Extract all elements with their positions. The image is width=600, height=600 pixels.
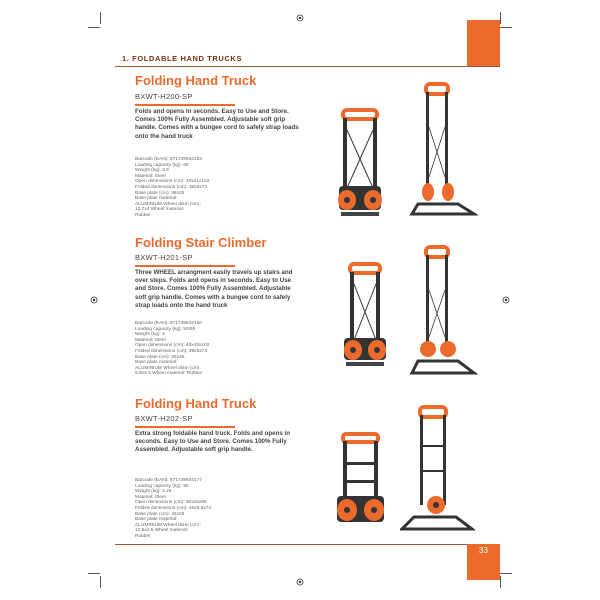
product-specs (135, 321, 285, 377)
spec-line: ALUMINIUM Wheel diam (cm): (135, 522, 201, 528)
spec-line: Base plate (cm): 38x26 (135, 190, 185, 196)
folded-hand-truck-image (335, 108, 385, 223)
registration-mark-icon (90, 296, 98, 304)
registration-mark-icon (296, 578, 304, 586)
spec-line: Base plate material: (135, 196, 178, 202)
folded-hand-truck-image (333, 432, 388, 527)
open-hand-truck-image (400, 405, 475, 535)
spec-line: Weight (kg): 4.25 (135, 489, 172, 495)
product-description: Extra strong foldable hand truck. Folds and opens in seconds. Easy to Use and Store. Comes 100% Fully Assembled. Adjustable soft grip handle. (135, 430, 291, 454)
spec-line: Base plate (cm): 46x26 (135, 511, 185, 517)
spec-line: Base plate (cm): 39x26 (135, 354, 185, 360)
product-title-rule (135, 426, 235, 428)
product-title: Folding Stair Climber (135, 235, 267, 250)
product-specs (135, 157, 285, 219)
spec-line: Weight (kg): 4 (135, 332, 165, 338)
spec-line: Loading capacity (kg): 90 (135, 483, 189, 489)
crop-mark (100, 12, 101, 24)
product-sku: BXWT-H200-SP (135, 92, 193, 101)
spec-line: Folded dimensions (cm): 38x6x73 (135, 184, 207, 190)
product-description: Folds and opens in seconds. Easy to Use and Store. Comes 100% Fully Assembled. Adjustable soft grip handle. Comes with a bungee cord to safely strap loads onto the hand truck (135, 108, 299, 140)
crop-mark (88, 27, 100, 28)
spec-line: Material: Steel (135, 494, 166, 500)
spec-line: Rubber (135, 212, 151, 218)
open-hand-truck-image (408, 82, 478, 222)
crop-mark (500, 573, 512, 574)
spec-line: 12.6x4.5 Wheel material: (135, 528, 189, 534)
crop-mark (100, 576, 101, 588)
spec-line: Rubber (135, 533, 151, 539)
product-title-rule (135, 104, 235, 106)
spec-line: Open dimensions (cm): 50x45x88 (135, 500, 207, 506)
section-divider (115, 66, 500, 67)
crop-mark (500, 27, 512, 28)
spec-line: Material: Steel (135, 337, 166, 343)
page-number: 33 (479, 546, 488, 555)
folded-stair-climber-image (340, 262, 390, 372)
spec-line: Base plate material: (135, 517, 178, 523)
product-title-rule (135, 265, 235, 267)
spec-line: Open dimensions (cm): 40x45x102 (135, 343, 210, 349)
product-sku: BXWT-H201-SP (135, 253, 193, 262)
registration-mark-icon (502, 296, 510, 304)
crop-mark (500, 576, 501, 588)
spec-line: Base plate material: (135, 360, 178, 366)
spec-line: Loading capacity (kg): 50/65 (135, 326, 196, 332)
product-description: Three WHEEL arrangment easily travels up stairs and over steps. Folds and opens in seconds. Easy to Use and Store. Comes 100% Fully Assembled. Adjustable soft grip handle. Comes with a bungee cord to safely strap loads onto the hand truck (135, 269, 293, 309)
spec-line: Weight (kg): 3.9 (135, 168, 169, 174)
spec-line: Barcode (EAN): 871749934160 (135, 321, 202, 326)
spec-line: Material: Steel (135, 173, 166, 179)
spec-line: 5.8x2.5 Wheel material: Rubber (135, 371, 203, 377)
footer-divider (115, 544, 467, 545)
spec-line: Open dimensions (cm): 40x41x102 (135, 179, 210, 185)
open-stair-climber-image (408, 245, 478, 380)
product-sku: BXWT-H202-SP (135, 414, 193, 423)
spec-line: ALUMINIUM Wheel diam (cm): (135, 365, 201, 371)
spec-line: Loading capacity (kg): 68 (135, 162, 189, 168)
spec-line: Folded dimensions (cm): 39x8x73 (135, 348, 207, 354)
crop-mark (88, 573, 100, 574)
product-title: Folding Hand Truck (135, 73, 257, 88)
spec-line: 12.7x4 Wheel material: (135, 207, 185, 213)
section-title: 1. FOLDABLE HAND TRUCKS (122, 54, 243, 63)
spec-line: Barcode (EAN): 871749934177 (135, 478, 202, 483)
spec-line: Barcode (EAN): 871749934153 (135, 157, 202, 162)
product-specs (135, 478, 285, 540)
crop-mark (500, 12, 501, 24)
registration-mark-icon (296, 14, 304, 22)
section-tab (467, 20, 500, 67)
spec-line: Folded dimensions (cm): 46x8.5x73 (135, 505, 211, 511)
product-title: Folding Hand Truck (135, 396, 257, 411)
spec-line: ALUMINIUM Wheel diam (cm): (135, 201, 201, 207)
